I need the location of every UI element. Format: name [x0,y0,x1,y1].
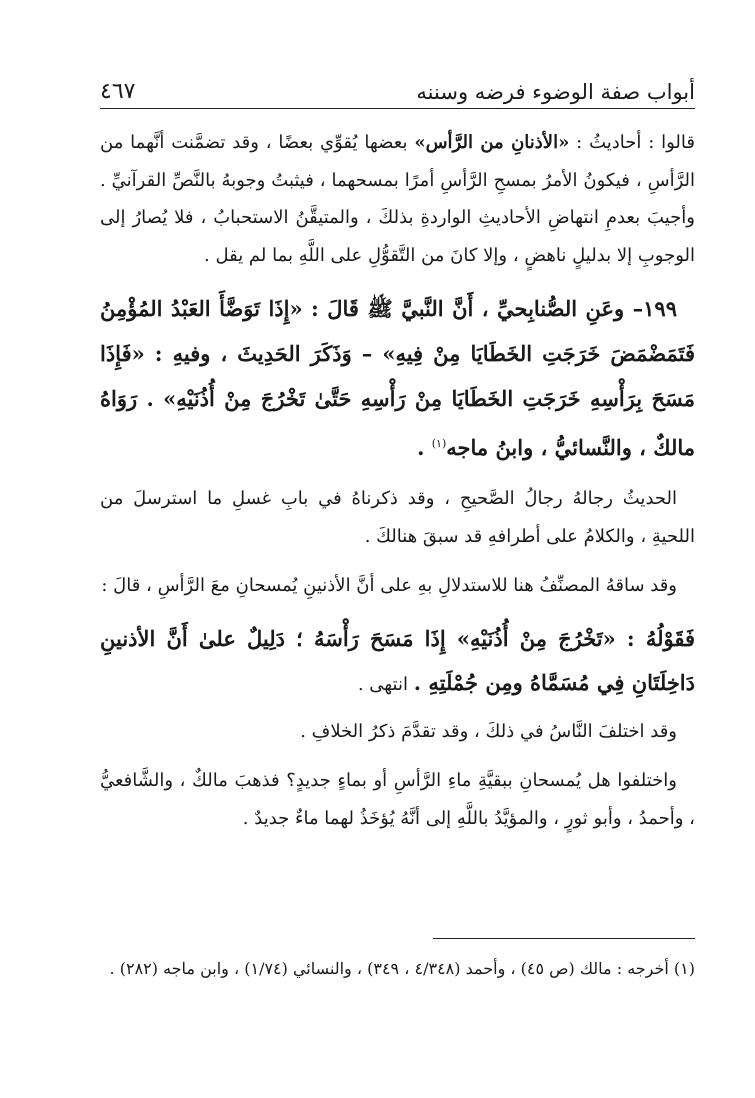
paragraph-3: وقد ساقهُ المصنِّفُ هنا للاستدلالِ بهِ على أنَّ الأذنينِ يُمسحانِ معَ الرَّأسِ ، قالَ : [101,575,677,596]
footnote-divider [433,938,695,939]
author-quote-end: انتهى . [357,673,414,695]
hadith-number: ١٩٩ [643,296,677,321]
paragraph-1-rest: بعضها يُقوِّي بعضًا ، وقد تضمَّنت أنَّهما من الرَّأسِ ، فيكونُ الأمرُ بمسحِ الرَّأسِ أمرًا بمسحهما ، فيثبتُ وجوبهُ بالنَّصِّ القرآنيِّ . وأجيبَ بعدمِ انتهاضِ الأحاديثِ الواردةِ بذلكَ ، والمتيقَّنُ الاستحبابُ ، فلا يُصارُ إلى الوجوبِ إلا بدليلٍ ناهضٍ ، وإلا كانَ من التَّقوُّلِ على اللَّهِ بما لم يقل . [100,132,695,266]
author-quote [100,617,695,707]
paragraph-1-lead: قالوا : أحاديثُ : [569,132,695,153]
paragraph-2: الحديثُ رجالهُ رجالُ الصَّحيحِ ، وقد ذكرناهُ في بابِ غسلِ ما استرسلَ من اللحيةِ ، والكلامُ على أطرافهِ قد سبقَ هنالكَ . [100,488,695,547]
hadith-text: – وعَنِ الصُّنابِحيِّ ، أَنَّ النَّبيَّ ﷺ قَالَ : «إِذَا تَوَضَّأَ العَبْدُ المُؤْمِنُ فَتَمَضْمَضَ خَرَجَتِ الخَطَايَا مِنْ فِيهِ» – وَذَكَرَ الحَدِيثَ ، وفيهِ : «فَإِذَا مَسَحَ بِرَأْسِهِ خَرَجَتِ الخَطَايَا مِنْ رَأْسِهِ حَتَّىٰ تَخْرُجَ مِنْ أُذُنَيْهِ» . رَوَاهُ مالكٌ ، والنَّسائيُّ ، وابنُ ماجه [100,296,695,460]
paragraph-4: وقد اختلفَ النَّاسُ في ذلكَ ، وقد تقدَّمَ ذكرُ الخلافِ . [300,720,677,742]
author-quote-text: فَقَوْلُهُ : «تَخْرُجَ مِنْ أُذُنَيْهِ» إِذَا مَسَحَ رَأْسَهُ ؛ دَلِيلٌ علىٰ أَنَّ الأذنينِ دَاخِلَتَانِ فِي مُسَمَّاهُ ومِن جُمْلَتِهِ . [100,625,695,695]
footnote: (١) أخرجه : مالك (ص ٤٥) ، وأحمد (٤/٣٤٨ ، ٣٤٩) ، والنسائي (١/٧٤) ، وابن ماجه (٢٨٢) . [109,959,695,978]
paragraph-5: واختلفوا هل يُمسحانِ ببقيَّةِ ماءِ الرَّأسِ أو بماءٍ جديدٍ؟ فذهبَ مالكٌ ، والشَّافعيُّ ، وأحمدُ ، وأبو ثورٍ ، والمؤيَّدُ باللَّهِ إلى أنَّهُ يُؤخَذُ لهما ماءٌ جديدٌ . [100,770,695,829]
running-title: أبواب صفة الوضوء فرضه وسننه [416,80,695,104]
paragraph-1 [100,124,695,274]
paragraph-1-bold-hadith-title: «الأذنانِ من الرَّأس» [414,132,570,153]
page-number: ٤٦٧ [100,79,136,104]
footnote-reference: (١) [431,437,447,450]
page-body [100,124,695,849]
hadith-199 [100,286,695,470]
hadith-end: . [417,435,432,460]
running-header [100,68,695,109]
